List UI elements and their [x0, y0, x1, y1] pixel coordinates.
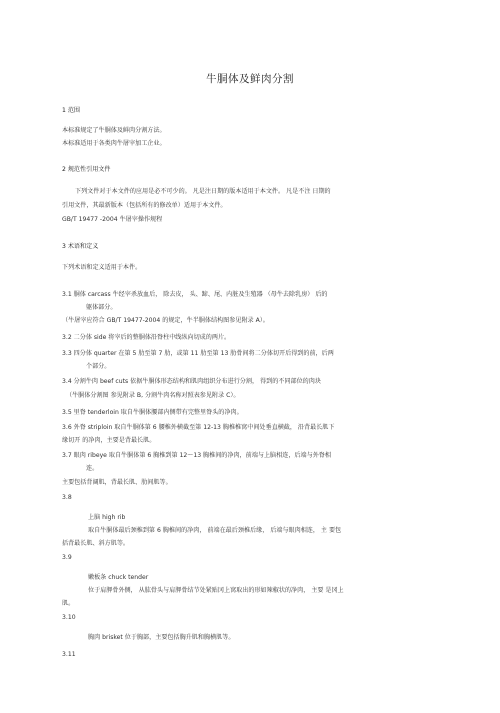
document-title: 牛胴体及鲜肉分割: [206, 73, 294, 85]
term-3-3: 3.3 四分体 quarter 在第 5 肋至第 7 肋，或第 11 肋至第 13 肋骨间将二分体切开后得到的前，后两: [62, 350, 334, 357]
term-3-7-cont: 连。: [86, 465, 99, 472]
paragraph: 本标准规定了牛胴体及鲜肉分割方法。: [62, 127, 166, 134]
term-3-1-cont: 躯体部分。: [86, 304, 117, 311]
term-number: 3.9: [62, 554, 72, 561]
term-3-1-note: （牛屠宰应符合 GB/T 19477-2004 的规定，牛半胴体结构图参见附录 A）。: [62, 317, 269, 324]
term-3-9-name: 嫩板条 chuck tender: [88, 574, 149, 581]
term-3-5: 3.5 里脊 tenderloin 取自牛胴体腰部内侧带有完整里脊头的净肉。: [62, 409, 243, 416]
term-3-4-cont: （牛胴体分割图 参见附录 B, 分割牛肉名称对照表参见附录 C）。: [66, 392, 240, 399]
term-number: 3.10: [62, 614, 76, 621]
paragraph: 下列文件对于本文件的应用是必不可少的。 凡是注日期的版本适用于本文件。 凡是不注 日期的: [75, 188, 331, 195]
term-3-9-def: 位于肩胛骨外侧， 从肱骨头与肩胛骨结节处紧贴冈上窝取出的形如辣椒状的净肉， 主要 是冈上: [88, 587, 344, 594]
term-3-3-cont: 个部分。: [86, 363, 111, 370]
term-number: 3.8: [62, 494, 72, 501]
term-3-7: 3.7 眼肉 ribeye 取自牛胴体第 6 胸椎到第 12～13 胸椎间的净肉，前端与上脑相连，后端与外脊相: [62, 452, 331, 459]
paragraph: 本标准适用于各类肉牛屠宰加工企业。: [62, 140, 166, 147]
term-3-6-cont: 缘切开 的净肉，主要是背最长肌。: [62, 437, 156, 444]
paragraph: 下列术语和定义适用于本件。: [62, 264, 142, 271]
section-1-heading: 1 范围: [62, 107, 81, 114]
term-3-8-def: 取自牛胴体最后颈椎到第 6 胸椎间的净肉， 前端在最后颈椎后缘， 后端与眼肉相连， 主 要包: [88, 527, 342, 534]
paragraph: 引用文件，其最新版本（包括所有的修改单）适用于本文件。: [62, 202, 227, 209]
term-3-1: 3.1 胴体 carcass 牛经宰杀放血后， 除去皮， 头、蹄、尾、内脏及生殖器 （母牛去除乳房） 后的: [62, 291, 328, 298]
term-3-7-note: 主要包括背阔肌，背最长肌、肋间肌等。: [62, 479, 172, 486]
term-3-8-cont: 括背最长肌、斜方肌等。: [62, 540, 130, 547]
reference-standard: GB/T 19477 -2004 牛屠宰操作规程: [62, 216, 163, 223]
section-2-heading: 2 规范性引用文件: [62, 166, 111, 173]
term-3-8-name: 上脑 high rib: [88, 514, 126, 521]
term-number: 3.11: [62, 651, 76, 658]
term-3-4: 3.4 分割牛肉 beef cuts 依据牛胴体形态结构和肌肉组织分布进行分割， 得到的不同部位的肉块: [62, 378, 321, 385]
term-3-9-cont: 肌。: [62, 600, 75, 607]
term-3-10: 胸肉 brisket 位于胸部，主要包括胸升肌和胸横肌等。: [88, 634, 235, 641]
term-3-2: 3.2 二分体 side 将宰后的整胴体沿脊柱中线纵向切成的两片。: [62, 334, 231, 341]
term-3-6: 3.6 外脊 striploin 取自牛胴体第 6 腰椎外横截至第 12-13 胸椎椎窝中间处垂直横截， 沿背最长肌下: [62, 424, 335, 431]
section-3-heading: 3 术语和定义: [62, 243, 99, 250]
